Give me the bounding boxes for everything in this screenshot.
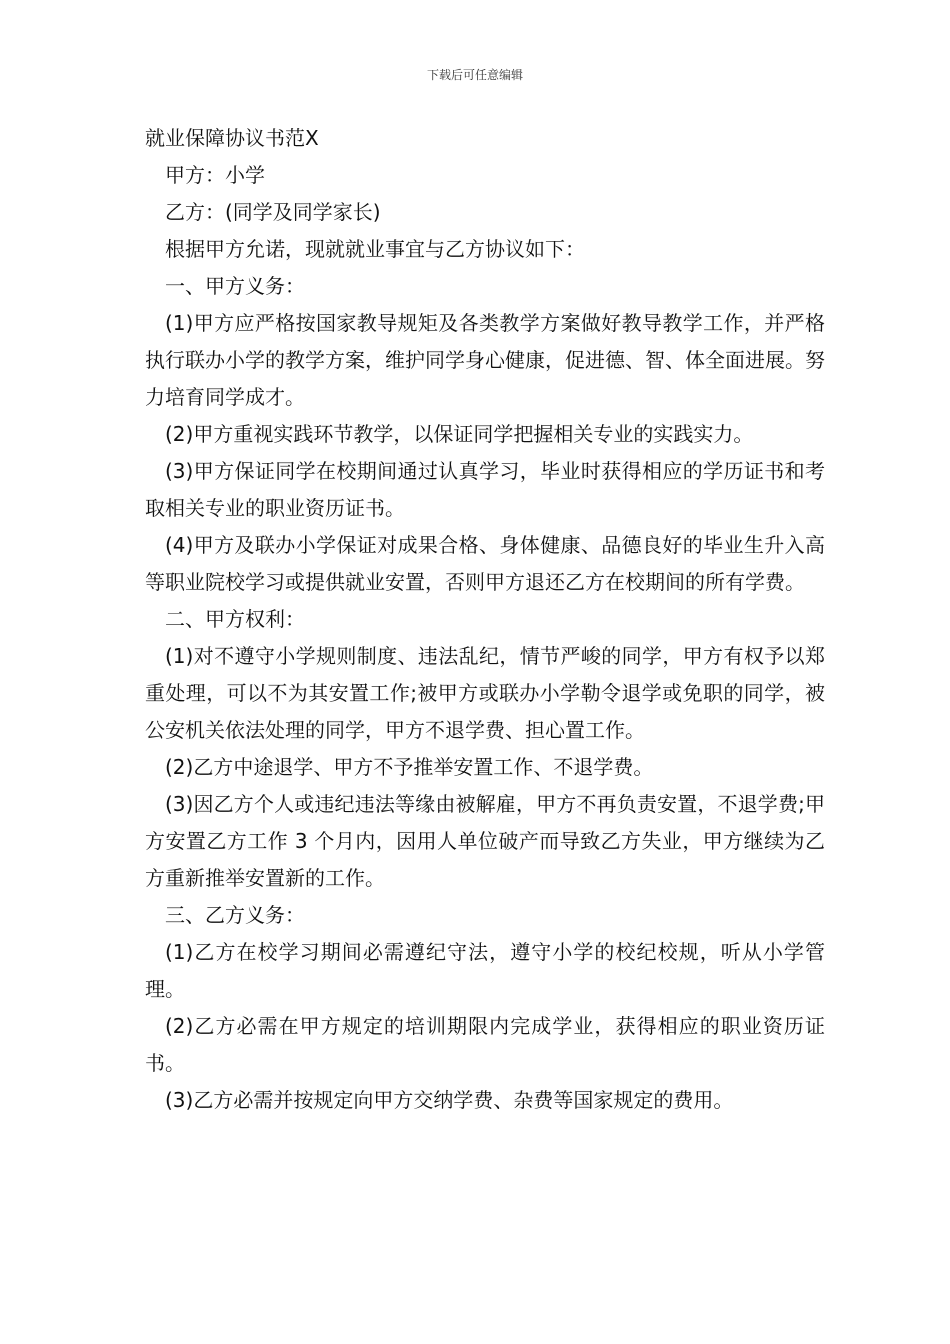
- clause-1-3: (3)甲方保证同学在校期间通过认真学习，毕业时获得相应的学历证书和考取相关专业的职业资历证书。: [145, 459, 825, 520]
- clause-3-1: (1)乙方在校学习期间必需遵纪守法，遵守小学的校纪校规，听从小学管理。: [145, 940, 825, 1001]
- clause-3-2: (2)乙方必需在甲方规定的培训期限内完成学业，获得相应的职业资历证书。: [145, 1014, 825, 1075]
- clause-3-3: (3)乙方必需并按规定向甲方交纳学费、杂费等国家规定的费用。: [165, 1088, 734, 1112]
- clause-2-1: (1)对不遵守小学规则制度、违法乱纪，情节严峻的同学，甲方有权予以郑重处理，可以不为其安置工作;被甲方或联办小学勒令退学或免职的同学，被公安机关依法处理的同学，甲方不退学费、担心置工作。: [145, 644, 825, 742]
- section-heading-1: 一、甲方义务：: [165, 274, 305, 298]
- clause-1-4: (4)甲方及联办小学保证对成果合格、身体健康、品德良好的毕业生升入高等职业院校学习或提供就业安置，否则甲方退还乙方在校期间的所有学费。: [145, 533, 825, 594]
- clause-1-2: (2)甲方重视实践环节教学，以保证同学把握相关专业的实践实力。: [165, 422, 754, 446]
- clause-2-2: (2)乙方中途退学、甲方不予推举安置工作、不退学费。: [165, 755, 654, 779]
- preamble: 根据甲方允诺，现就就业事宜与乙方协议如下：: [165, 237, 585, 261]
- document-body: [145, 120, 825, 1119]
- party-b: 乙方：(同学及同学家长): [165, 200, 381, 224]
- page-header: 下载后可任意编辑: [426, 68, 523, 82]
- section-heading-2: 二、甲方权利：: [165, 607, 305, 631]
- document-title: 就业保障协议书范X: [145, 126, 319, 150]
- clause-2-3: (3)因乙方个人或违纪违法等缘由被解雇，甲方不再负责安置，不退学费;甲方安置乙方工作 3 个月内，因用人单位破产而导致乙方失业，甲方继续为乙方重新推举安置新的工作。: [145, 792, 825, 890]
- clause-1-1: (1)甲方应严格按国家教导规矩及各类教学方案做好教导教学工作，并严格执行联办小学的教学方案，维护同学身心健康，促进德、智、体全面进展。努力培育同学成才。: [145, 311, 825, 409]
- party-a: 甲方：小学: [165, 163, 265, 187]
- section-heading-3: 三、乙方义务：: [165, 903, 305, 927]
